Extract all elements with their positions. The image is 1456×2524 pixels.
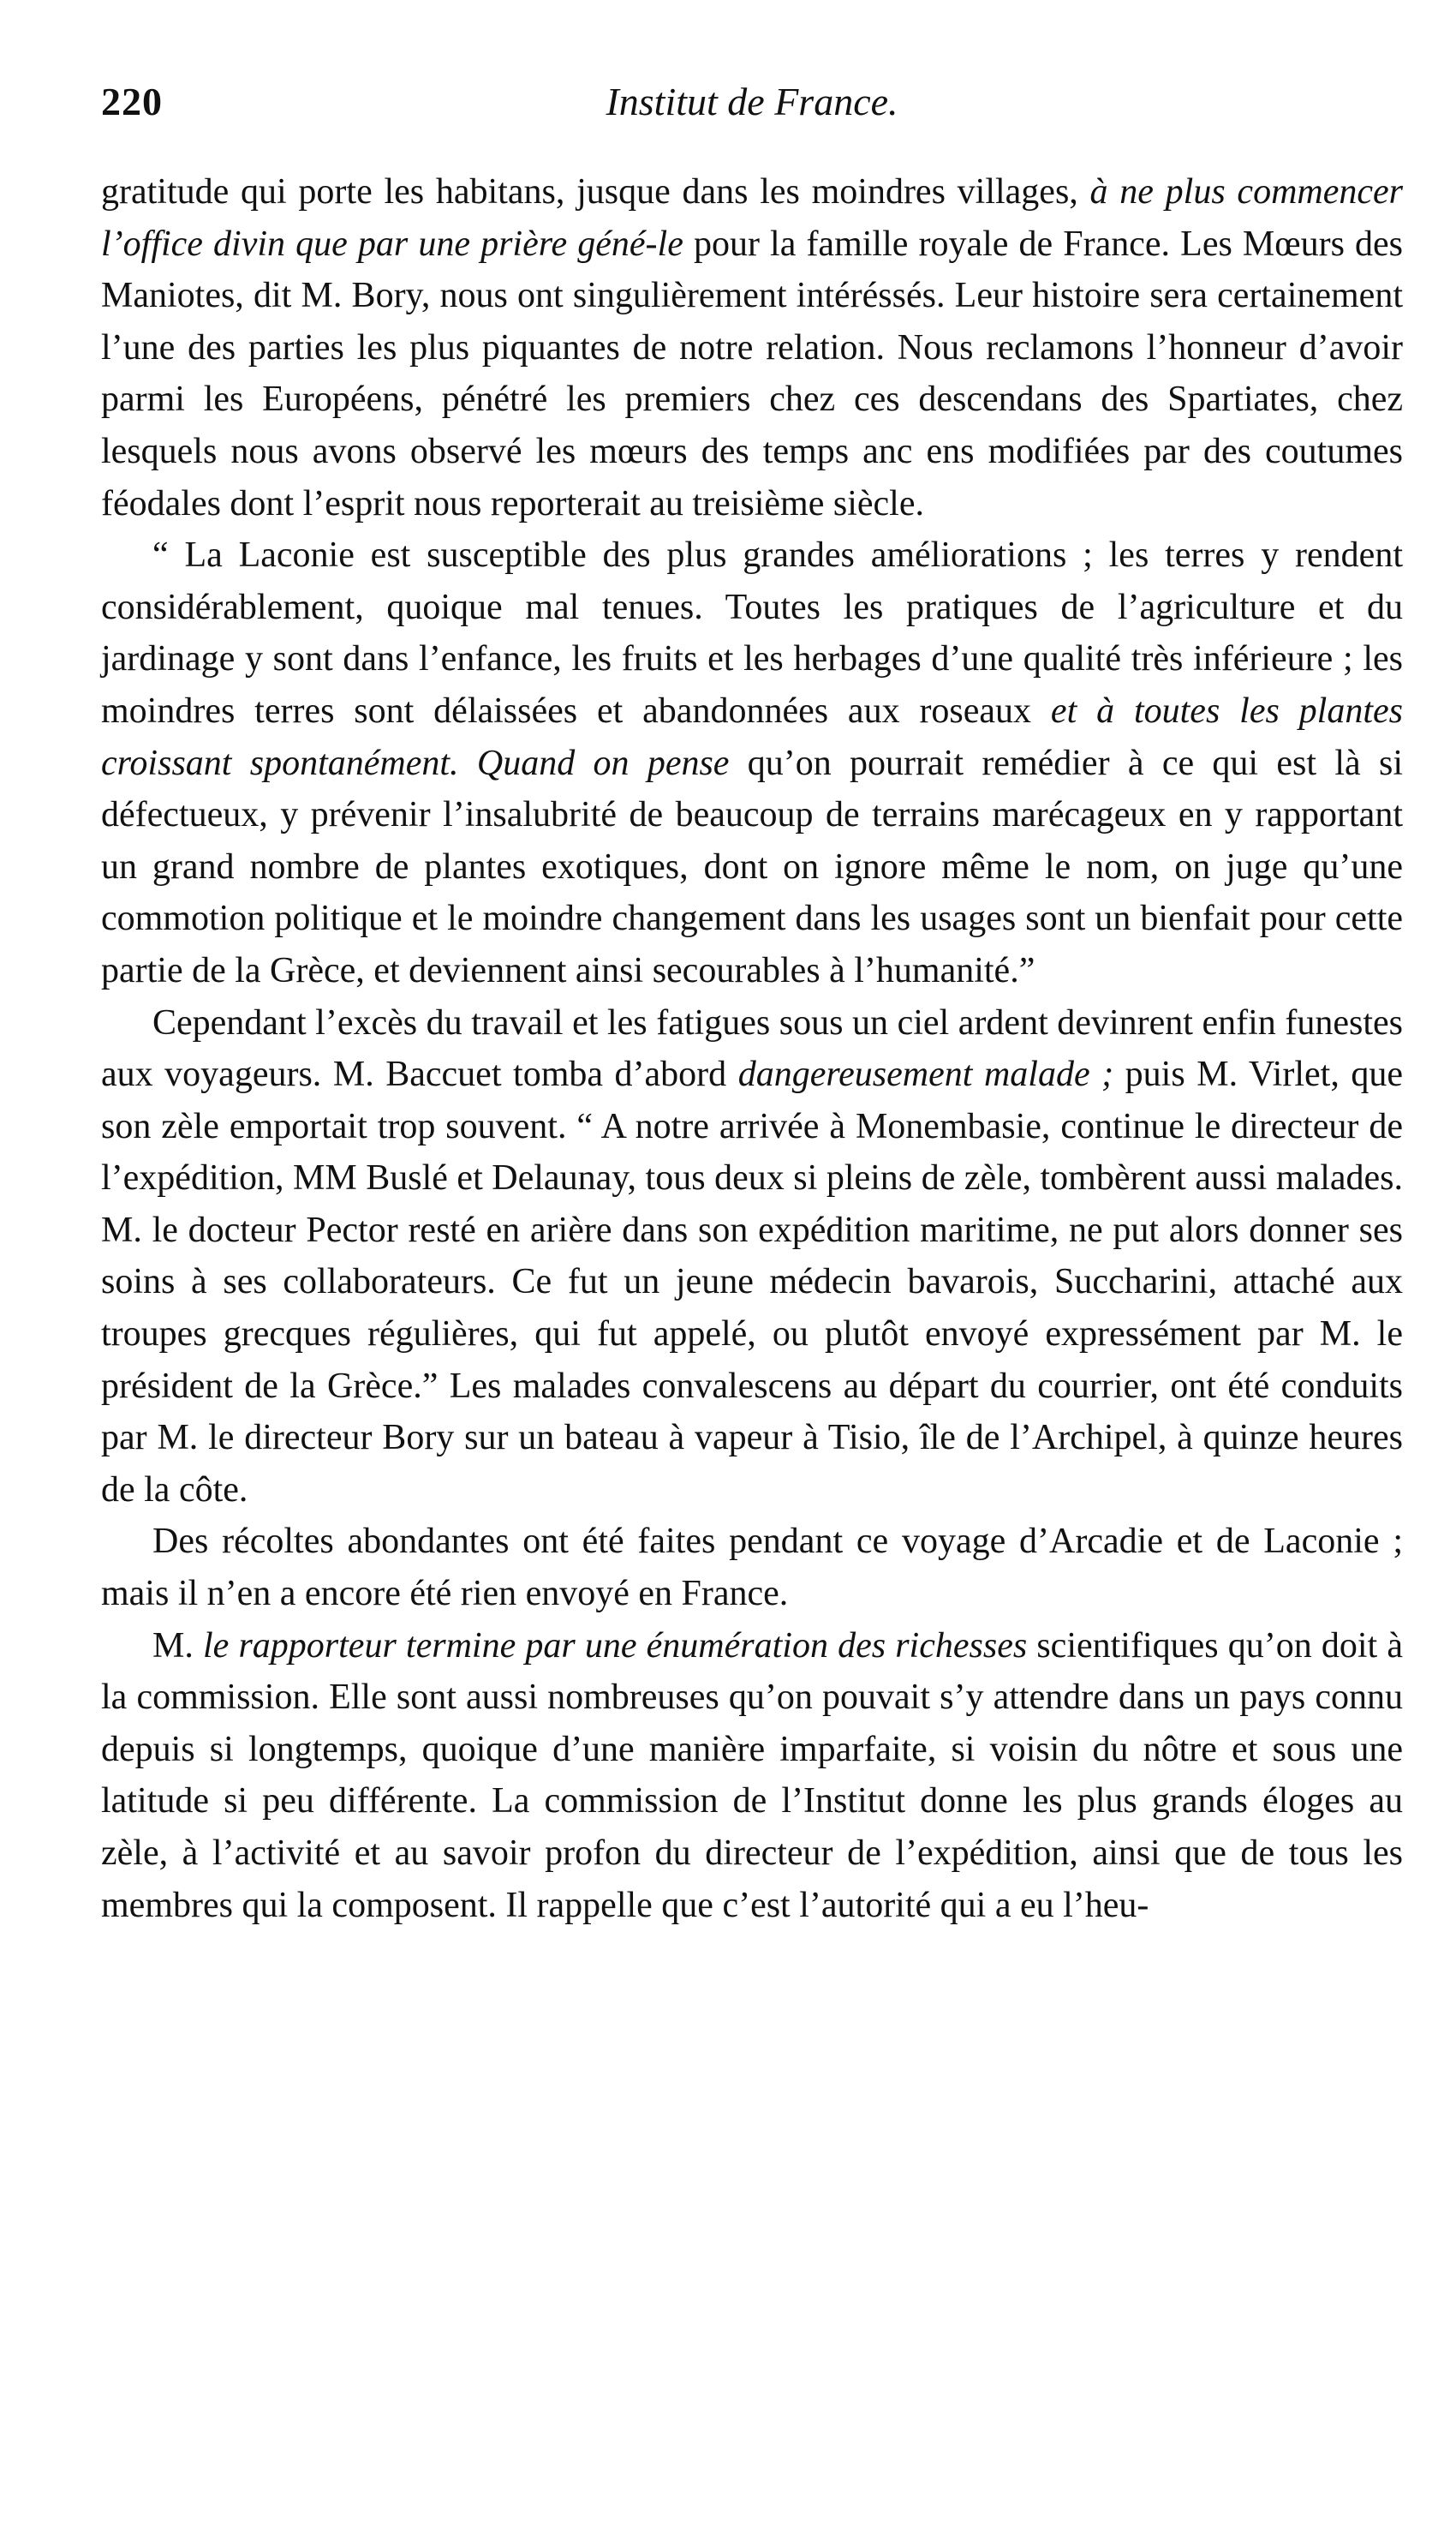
- text-run: scientifiques qu’on doit à la commission. Elle sont aussi nombreuses qu’on pouvait s’y attendre dans un pays connu depuis si longtemps, quoique d’une manière imparfaite, si voisin du nôtre et sous une latitude si peu différente. La commission de l’Institut donne les plus grands éloges au zèle, à l’activité et au savoir profon du directeur de l’expédition, ainsi que de tous les membres qui la composent. Il rappelle que c’est l’autorité qui a eu l’heu-: [101, 1625, 1403, 1925]
- italic-text-run: à ne plus commencer l’office divin que par une prière géné-le: [101, 172, 1404, 264]
- text-run: qu’on pourrait remédier à ce qui est là si défectueux, y prévenir l’insalubrité de beaucoup de terrains marécageux en y rapportant un grand nombre de plantes exotiques, dont on ignore même le nom, on juge qu’une commotion politique et le moindre changement dans les usages sont un bienfait pour cette partie de la Grèce, et deviennent ainsi secourables à l’humanité.”: [101, 743, 1403, 990]
- running-title: Institut de France.: [606, 80, 898, 123]
- text-run: “ La Laconie est susceptible des plus grandes améliorations ; les terres y rendent considérablement, quoique mal tenues. Toutes les pratiques de l’agriculture et du jardinage y sont dans l’enfance, les fruits et les herbages d’une qualité très inférieure ; les moindres terres sont délaissées et abandonnées aux roseaux: [101, 535, 1403, 731]
- italic-text-run: le rapporteur termine par une énumération des richesses: [203, 1625, 1028, 1666]
- running-head: [101, 79, 1403, 147]
- body-text: [101, 166, 1403, 1931]
- text-run: pour la famille royale de France. Les Mœurs des Maniotes, dit M. Bory, nous ont singulièrement intéréssés. Leur histoire sera certainement l’une des parties les plus piquantes de notre relation. Nous reclamons l’honneur d’avoir parmi les Européens, pénétré les premiers chez ces descendans des Spartiates, chez lesquels nous avons observé les mœurs des temps anc ens modifiées par des coutumes féodales dont l’esprit nous reporterait au treisième siècle.: [101, 224, 1403, 523]
- italic-text-run: et à toutes les plantes croissant spontanément. Quand on pense: [101, 691, 1403, 783]
- paragraph: [101, 1620, 1403, 1932]
- book-page: [101, 79, 1403, 2478]
- text-run: puis M. Virlet, que son zèle emportait trop souvent. “ A notre arrivée à Monembasie, continue le directeur de l’expédition, MM Buslé et Delaunay, tous deux si pleins de zèle, tombèrent aussi malades. M. le docteur Pector resté en arière dans son expédition maritime, ne put alors donner ses soins à ses collaborateurs. Ce fut un jeune médecin bavarois, Succharini, attaché aux troupes grecques régulières, qui fut appelé, ou plutôt envoyé expressément par M. le président de la Grèce.” Les malades convalescens au départ du courrier, ont été conduits par M. le directeur Bory sur un bateau à vapeur à Tisio, île de l’Archipel, à quinze heures de la côte.: [101, 1055, 1404, 1510]
- paragraph: [101, 166, 1403, 529]
- italic-text-run: dangereusement malade ;: [737, 1055, 1114, 1095]
- page-number: 220: [101, 80, 163, 123]
- paragraph: [101, 529, 1403, 996]
- text-run: Cependant l’excès du travail et les fatigues sous un ciel ardent devinrent enfin funestes aux voyageurs. M. Baccuet tomba d’abord: [101, 1002, 1403, 1095]
- paragraph: [101, 1516, 1403, 1619]
- text-run: M.: [152, 1625, 203, 1666]
- text-run: Des récoltes abondantes ont été faites pendant ce voyage d’Arcadie et de Laconie ; mais il n’en a encore été rien envoyé en France.: [101, 1522, 1403, 1614]
- text-run: gratitude qui porte les habitans, jusque dans les moindres villages,: [101, 172, 1090, 212]
- paragraph: [101, 997, 1403, 1516]
